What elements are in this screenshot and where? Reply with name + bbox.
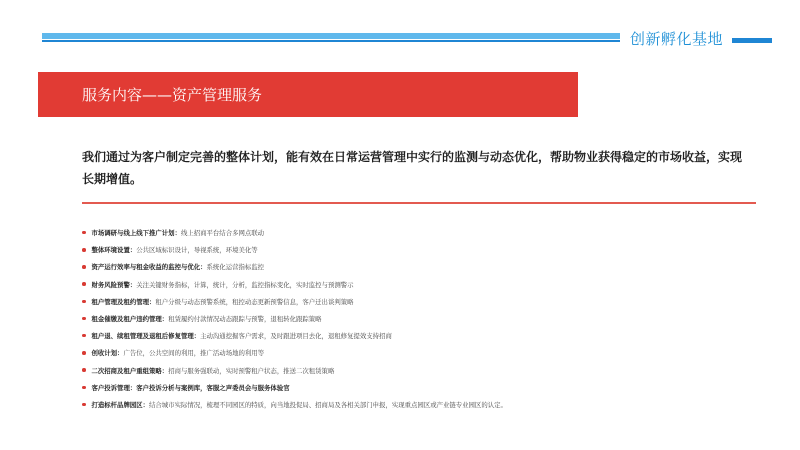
item-desc: 主动沟通挖掘客户需求，及时跟进项目去化，退租修复提效支持招商 [200,332,392,341]
bullet-dot-icon [82,282,86,286]
item-title: 资产运行效率与租金收益的监控与优化： [91,263,207,272]
bullet-dot-icon [82,317,86,321]
list-item [82,293,507,310]
bullet-dot-icon [82,300,86,304]
item-desc: 公共区域标识设计，导视系统，环境美化等 [136,246,258,255]
list-item [82,396,507,413]
item-title: 二次招商及租户重组策略： [91,366,169,375]
section-divider [82,202,756,204]
item-title: 市场调研与线上线下推广计划： [91,229,181,238]
bullet-dot-icon [82,265,86,269]
list-item [82,379,507,396]
brand-rule [732,38,772,43]
item-title: 客户投诉管理：客户投诉分析与案例库，客服之声委员会与服务体验官 [91,383,290,392]
item-title: 租金催缴及租户违约管理： [91,315,169,324]
item-desc: 关注关键财务指标，计算，统计，分析，监控指标变化，实时监控与预测警示 [136,280,354,289]
bullet-dot-icon [82,351,86,355]
item-desc: 线上招商平台结合多网点联动 [180,229,265,238]
item-desc: 广告位，公共空间的利用，推广活动场地的利用等 [123,349,265,358]
list-item [82,241,507,258]
list-item [82,276,507,293]
title-banner [38,72,578,117]
header-rule-accent [42,40,620,42]
list-item [82,310,507,327]
item-desc: 结合城市实际情况，梳理不同园区的特质，向当地投促局、招商局及各相关部门申报，实现重点园区或产业链专业园区的认定。 [149,400,507,409]
page-title: 服务内容——资产管理服务 [82,86,263,104]
bullet-dot-icon [82,368,86,372]
list-item [82,344,507,361]
bullet-dot-icon [82,386,86,390]
item-title: 打造标杆品牌园区： [91,400,150,409]
item-title: 整体环境设置： [91,246,137,255]
header-rule [42,33,620,39]
list-item [82,327,507,344]
list-item [82,258,507,275]
item-desc: 租赁履约付款情况动态跟踪与预警，退租转化跟踪策略 [168,315,322,324]
bullet-dot-icon [82,248,86,252]
item-desc: 招商与服务强联动，实时预警租户状态，推送二次租赁策略 [168,366,335,375]
item-title: 租户管理及租约管理： [91,297,156,306]
item-title: 创收计划： [91,349,124,358]
list-item [82,224,507,241]
item-title: 财务风险预警： [91,280,137,289]
item-desc: 租户分级与动态预警系统，租控动态更新预警信息，客户迁出谈判策略 [155,297,354,306]
intro-paragraph: 我们通过为客户制定完善的整体计划，能有效在日常运营管理中实行的监测与动态优化，帮助物业获得稳定的市场收益，实现长期增值。 [82,150,743,186]
bullet-dot-icon [82,334,86,338]
bullet-dot-icon [82,403,86,407]
brand-label: 创新孵化基地 [630,30,724,48]
bullet-dot-icon [82,231,86,235]
service-list [82,224,507,413]
list-item [82,362,507,379]
item-title: 租户退、续租管理及退租后修复管理： [91,332,201,341]
item-desc: 系统化运营指标监控 [206,263,265,272]
